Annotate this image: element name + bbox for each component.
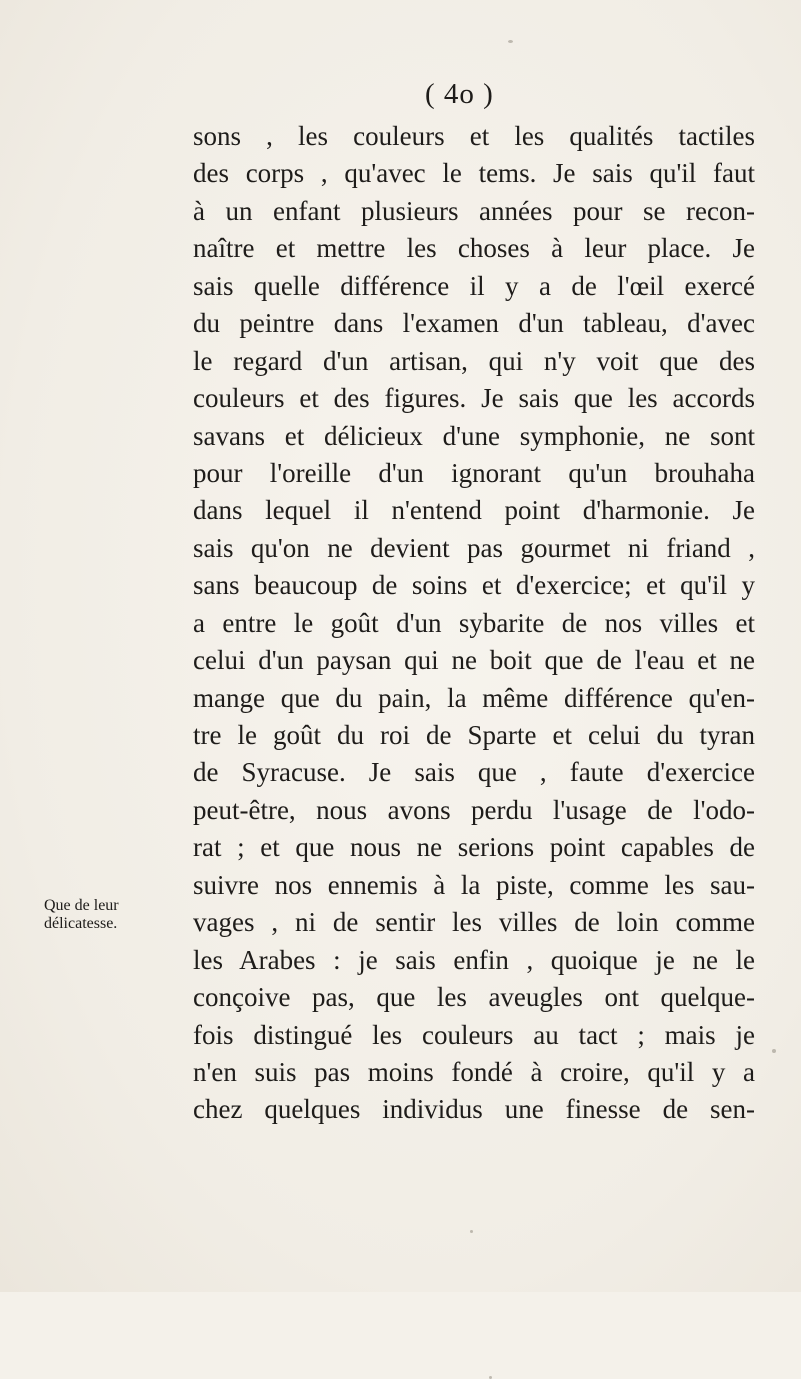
text-line: a entre le goût d'un sybarite de nos villes et (193, 607, 755, 638)
marginal-note (44, 897, 194, 933)
text-line: de Syracuse. Je sais que , faute d'exercice (193, 757, 755, 788)
text-line: tre le goût du roi de Sparte et celui du tyran (193, 720, 755, 750)
body-text (193, 118, 755, 1129)
text-line: sans beaucoup de soins et d'exercice; et qu'il y (193, 570, 755, 601)
text-line: vages , ni de sentir les villes de loin comme (193, 907, 755, 938)
text-line: peut-être, nous avons perdu l'usage de l'odo- (193, 794, 755, 825)
text-line: savans et délicieux d'une symphonie, ne sont (193, 420, 755, 451)
text-line: le regard d'un artisan, qui n'y voit que des (193, 345, 755, 376)
text-line: à un enfant plusieurs années pour se recon- (193, 195, 755, 226)
page-number: ( 4o ) (425, 78, 494, 110)
paper-speck (772, 1049, 776, 1053)
paper-speck (508, 40, 513, 43)
text-line: du peintre dans l'examen d'un tableau, d'avec (193, 308, 755, 339)
text-line: sais qu'on ne devient pas gourmet ni friand , (193, 532, 755, 563)
text-line: n'en suis pas moins fondé à croire, qu'il y a (193, 1056, 755, 1087)
text-line: mange que du pain, la même différence qu'en- (193, 682, 755, 713)
text-line: conçoive pas, que les aveugles ont quelque- (193, 982, 755, 1013)
marginal-note-line: délicatesse. (44, 915, 118, 932)
text-line: dans lequel il n'entend point d'harmonie. Je (193, 495, 755, 526)
marginal-note-line: Que de leur (44, 897, 119, 914)
text-line: suivre nos ennemis à la piste, comme les sau- (193, 869, 755, 900)
text-line: naître et mettre les choses à leur place. Je (193, 233, 755, 264)
text-line: rat ; et que nous ne serions point capables de (193, 832, 755, 863)
text-line: les Arabes : je sais enfin , quoique je ne le (193, 944, 755, 975)
text-line: sais quelle différence il y a de l'œil exercé (193, 270, 755, 301)
text-line: fois distingué les couleurs au tact ; mais je (193, 1019, 755, 1050)
text-line: sons , les couleurs et les qualités tactiles (193, 121, 755, 151)
text-line: celui d'un paysan qui ne boit que de l'eau et ne (193, 645, 755, 676)
text-line: pour l'oreille d'un ignorant qu'un brouhaha (193, 457, 755, 488)
paper-speck (470, 1230, 473, 1233)
text-line: couleurs et des figures. Je sais que les accords (193, 383, 755, 414)
text-line: des corps , qu'avec le tems. Je sais qu'il faut (193, 158, 755, 189)
text-line: chez quelques individus une finesse de sen- (193, 1094, 755, 1125)
